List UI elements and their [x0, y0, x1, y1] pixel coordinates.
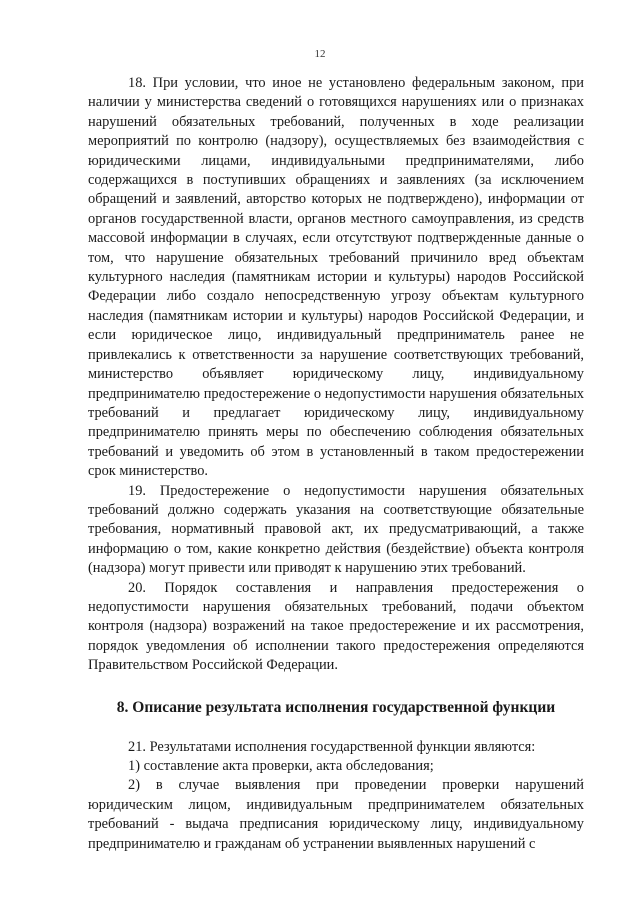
list-item-1: 1) составление акта проверки, акта обследования;: [128, 758, 434, 774]
paragraph-20: 20. Порядок составления и направления предостережения о недопустимости нарушения обязательных требований, подачи объектом контроля (надзора) возражений на такое предостережение и их рассмотрения, порядок уведомления об исполнении такого предостережения определяются Правительством Российской Федерации.: [88, 579, 584, 674]
paragraph-18: 18. При условии, что иное не установлено федеральным законом, при наличии у министерства сведений о готовящихся нарушениях или о признаках нарушений обязательных требований, полученных в ходе реализации мероприятий по контролю (надзору), осуществляемых без взаимодействия с юридическими лицами, индивидуальными предпринимателями, либо содержащихся в поступивших обращениях и заявлениях (за исключением обращений и заявлений, авторство которых не подтверждено), информации от органов государственной власти, органов местного самоуправления, из средств массовой информации в случаях, если отсутствуют подтвержденные данные о том, что нарушение обязательных требований причинило вред объектам культурного наследия (памятникам истории и культуры) народов Российской Федерации либо создало непосредственную угрозу объектам культурного наследия (памятникам истории и культуры) народов Российской Федерации, и если юридическое лицо, индивидуальный предприниматель ранее не привлекались к ответственности за нарушение соответствующих требований, министерство объявляет юридическому лицу, индивидуальному предпринимателю предостережение о недопустимости нарушения обязательных требований и предлагает юридическому лицу, индивидуальному предпринимателю принять меры по обеспечению соблюдения обязательных требований и уведомить об этом в установленный в таком предостережении срок министерство.: [88, 75, 584, 480]
list-item-2: 2) в случае выявления при проведении проверки нарушений юридическим лицом, индивидуальным предпринимателем обязательных требований - выдача предписания юридическому лицу, индивидуальному предпринимателю и гражданам об устранении выявленных нарушений с: [88, 777, 584, 852]
document-body: [88, 74, 584, 854]
page-number: 12: [314, 48, 326, 60]
section-heading: 8. Описание результата исполнения государственной функции: [116, 698, 556, 716]
paragraph-19: 19. Предостережение о недопустимости нарушения обязательных требований должно содержать указания на соответствующие обязательные требования, нормативный правовой акт, их предусматривающий, а также информацию о том, какие конкретно действия (бездействие) объекта контроля (надзора) могут привести или приводят к нарушению этих требований.: [88, 482, 584, 577]
paragraph-21: 21. Результатами исполнения государственной функции являются:: [128, 738, 536, 755]
